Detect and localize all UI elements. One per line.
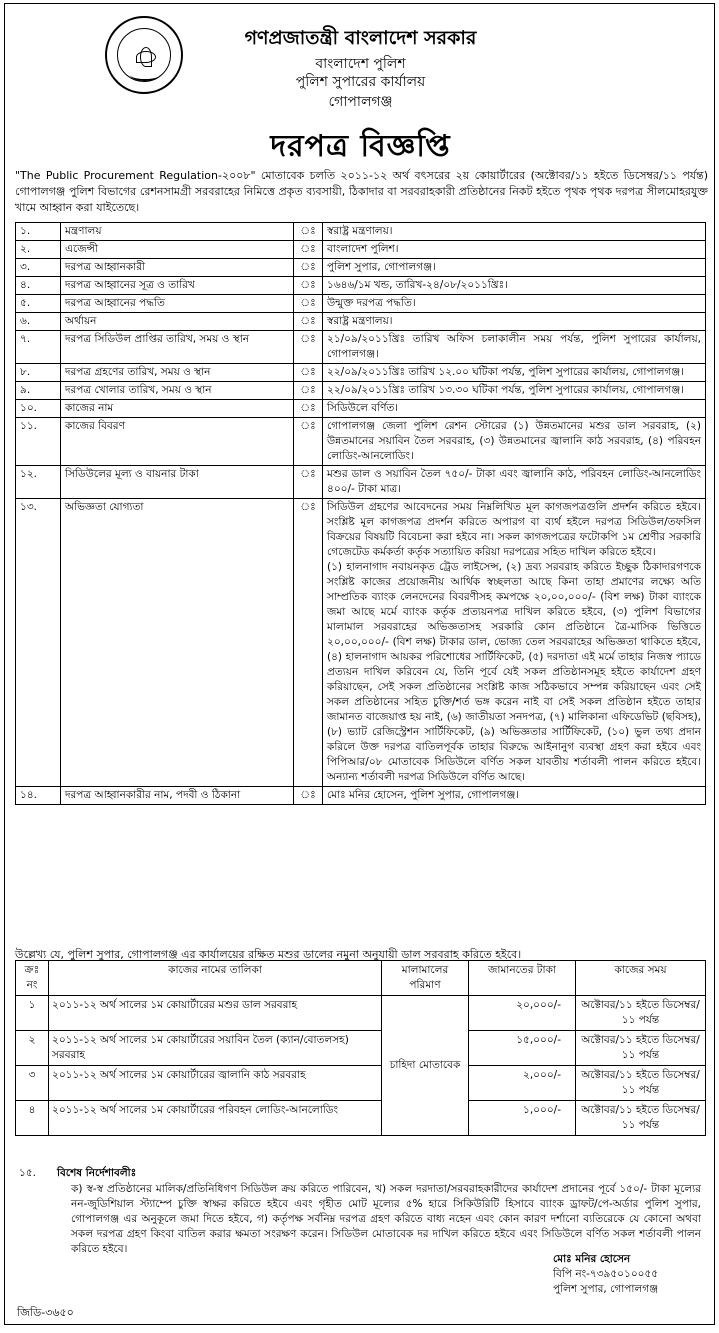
detail-no: ৪. — [16, 277, 61, 295]
detail-value-text: বাংলাদেশ পুলিশ। — [327, 243, 399, 255]
works-deposit: ২,০০০/- — [469, 1066, 576, 1101]
works-deposit: ১,০০০/- — [469, 1101, 576, 1136]
signatory-bp: বিপি নং-৭৩৯৫০১০০৫৫ — [553, 1268, 659, 1280]
works-row — [16, 996, 706, 1031]
detail-row — [16, 241, 706, 259]
detail-no: ৮. — [16, 364, 61, 382]
works-period: অক্টোবর/১১ হইতে ডিসেম্বর/১১ পর্যন্ত — [576, 1031, 706, 1066]
detail-value-text: স্বরাষ্ট্র মন্ত্রণালয়। — [327, 225, 393, 237]
col-work-name: কাজের নামের তালিকা — [49, 961, 382, 996]
detail-no: ১. — [16, 223, 61, 241]
signatory-name: মোঃ মনির হোসেন — [553, 1253, 631, 1265]
detail-row — [16, 400, 706, 418]
detail-separator: ঃ — [294, 382, 323, 400]
detail-value-text: ১৬৪৬/১ম খন্ড, তারিখ-২৪/০৮/২০১১খ্রিঃ। — [327, 279, 508, 291]
gd-code: জিডি-৩৬৫০ — [17, 1306, 74, 1319]
detail-value-text: গোপালগঞ্জ জেলা পুলিশ রেশন স্টোরের (১) উন্নতমানের মশুর ডাল সরবরাহ, (২) উন্নতমানের সয়াবিন তৈল সরবরাহ, (৩) উন্নতমানের জ্বালানি কাঠ সরবরাহ, (৪) পরিবহন লোডিং-আনলোডিং। — [327, 420, 701, 462]
detail-value — [323, 313, 706, 331]
detail-no: ২. — [16, 241, 61, 259]
detail-no: ১৩. — [16, 499, 61, 787]
detail-value — [323, 295, 706, 313]
col-period: কাজের সময় — [576, 961, 706, 996]
detail-row — [16, 277, 706, 295]
works-name: ২০১১-১২ অর্থ সালের ১ম কোয়ার্টারের জ্বালানি কাঠ সরবরাহ — [49, 1066, 382, 1101]
detail-separator: ঃ — [294, 313, 323, 331]
detail-value-text: ২২/০৯/২০১১খ্রিঃ তারিখ ১৩.৩০ ঘটিকা পর্যন্ত, পুলিশ সুপারের কার্যালয়, গোপালগঞ্জ। — [327, 384, 685, 396]
special-heading: বিশেষ নির্দেশাবলীঃ — [57, 1167, 137, 1179]
detail-row — [16, 295, 706, 313]
tender-details-table — [15, 222, 706, 805]
detail-separator: ঃ — [294, 418, 323, 466]
dept-name: বাংলাদেশ পুলিশ — [315, 56, 406, 72]
office-location: গোপালগঞ্জ — [328, 94, 393, 110]
detail-row — [16, 364, 706, 382]
signature-block — [553, 1252, 658, 1297]
works-deposit: ২০,০০০/- — [469, 996, 576, 1031]
detail-row — [16, 223, 706, 241]
detail-no: ৬. — [16, 313, 61, 331]
detail-row — [16, 499, 706, 787]
detail-value — [323, 418, 706, 466]
detail-value-text: মোঃ মনির হোসেন, পুলিশ সুপার, গোপালগঞ্জ। — [327, 789, 520, 801]
detail-row — [16, 331, 706, 364]
detail-value-text: উন্মুক্ত দরপত্র পদ্ধতি। — [327, 297, 416, 309]
detail-no: ৩. — [16, 259, 61, 277]
works-serial: ২ — [16, 1031, 49, 1066]
signatory-designation: পুলিশ সুপার, গোপালগঞ্জ — [553, 1283, 659, 1295]
detail-value-text: সিডিউলে বর্ণিত। — [327, 402, 399, 414]
detail-label: অভিজ্ঞতা যোগ্যতা — [61, 499, 294, 787]
detail-value-text: ২২/০৯/২০১১খ্রিঃ তারিখ ১২.০০ ঘটিকা পর্যন্ত, পুলিশ সুপারের কার্যালয়, গোপালগঞ্জ। — [327, 366, 685, 378]
detail-label: সিডিউলের মূল্য ও বায়নার টাকা — [61, 466, 294, 499]
detail-value-text: পুলিশ সুপার, গোপালগঞ্জ। — [327, 261, 436, 273]
detail-no: ১২. — [16, 466, 61, 499]
detail-separator: ঃ — [294, 466, 323, 499]
detail-label: এজেন্সী — [61, 241, 294, 259]
detail-value-text: স্বরাষ্ট্র মন্ত্রণালয়। — [327, 315, 393, 327]
detail-separator: ঃ — [294, 331, 323, 364]
detail-value-text: মশুর ডাল ও সয়াবিন তৈল ৭৫০/- টাকা এবং জ্বালানি কাঠ, পরিবহন লোডিং-আনলোডিং ৪০০/- টাকা মাত্র। — [327, 468, 701, 495]
works-row — [16, 1101, 706, 1136]
works-serial: ৩ — [16, 1066, 49, 1101]
detail-label: দরপত্র আহ্বানকারীর নাম, পদবী ও ঠিকানা — [61, 787, 294, 805]
detail-label: দরপত্র খোলার তারিখ, সময় ও স্থান — [61, 382, 294, 400]
notice-title: দরপত্র বিজ্ঞপ্তি — [270, 129, 451, 164]
works-period: অক্টোবর/১১ হইতে ডিসেম্বর/১১ পর্যন্ত — [576, 996, 706, 1031]
col-quantity: মালামালের পরিমাণ — [382, 961, 469, 996]
detail-value — [323, 400, 706, 418]
detail-separator: ঃ — [294, 241, 323, 259]
detail-label: কাজের বিবরণ — [61, 418, 294, 466]
detail-label: কাজের নাম — [61, 400, 294, 418]
detail-label: মন্ত্রণালয় — [61, 223, 294, 241]
detail-no: ৯. — [16, 382, 61, 400]
detail-value-text: ২১/০৯/২০১১খ্রিঃ তারিখ অফিস চলাকালীন সময় পর্যন্ত, পুলিশ সুপারের কার্যালয়, গোপালগঞ্জ। — [327, 333, 701, 360]
detail-value — [323, 259, 706, 277]
detail-value — [323, 787, 706, 805]
works-name: ২০১১-১২ অর্থ সালের ১ম কোয়ার্টারের পরিবহন লোডিং-আনলোডিং — [49, 1101, 382, 1136]
works-name: ২০১১-১২ অর্থ সালের ১ম কোয়ার্টারের মশুর ডাল সরবরাহ — [49, 996, 382, 1031]
detail-value — [323, 466, 706, 499]
detail-label: দরপত্র আহ্বানের পদ্ধতি — [61, 295, 294, 313]
detail-label: দরপত্র গ্রহণের তারিখ, সময় ও স্থান — [61, 364, 294, 382]
detail-value — [323, 223, 706, 241]
col-serial: ক্রঃ নং — [16, 961, 49, 996]
detail-no: ১৪. — [16, 787, 61, 805]
detail-separator: ঃ — [294, 787, 323, 805]
detail-row — [16, 382, 706, 400]
works-serial: ১ — [16, 996, 49, 1031]
detail-label: অর্থায়ন — [61, 313, 294, 331]
detail-value-text-2: (১) হালনাগাদ নবায়নকৃত ট্রেড লাইসেন্স, (২) দ্রব্য সরবরাহ করিতে ইচ্ছুক ঠিকাদারগণকে সংশ্লিষ্ট কাজের প্রয়োজনীয় আর্থিক স্বচ্ছলতা আছে কিনা তাহা প্রমাণের লক্ষ্যে অতি সাম্প্রতিক ব্যাংক লেনদেনের বিবরণীসহ কমপক্ষে ২০,০০,০০০/- (বিশ লক্ষ) টাকা ব্যাংকে জমা আছে মর্মে ব্যাংক কর্তৃক প্রত্যয়নপত্র দাখিল করিতে হইবে, (৩) পুলিশ বিভাগের মালামাল সরবরাহের অভিজ্ঞতাসহ সরকারি কোন প্রতিষ্ঠানে ত্রৈ-মাসিক ভিত্তিতে ২০,০০,০০০/- (বিশ লক্ষ) টাকার ডাল, ভোজ্য তেল সরবরাহের অভিজ্ঞতা থাকিতে হইবে, (৪) হালনাগাদ আয়কর পরিশোধের সার্টিফিকেট, (৫) দরদাতা এই মর্মে তাহার নিজস্ব প্যাডে প্রত্যয়ন দাখিল করিবেন যে, তিনি পূর্বে যেই সকল প্রতিষ্ঠানসমূহ হইতে কার্যাদেশ গ্রহণ করিয়াছেন, সেই সকল প্রতিষ্ঠানের সংশ্লিষ্ট কাজ সঠিকভাবে সম্পন্ন করিয়াছেন এবং সেই সকল প্রতিষ্ঠানের সহিত চুক্তি/শর্ত ভঙ্গ করেন নাই বা সেই সকল প্রতিষ্ঠান হইতে তাহার জামানত বাজেয়াপ্ত হয় নাই, (৬) জাতীয়তা সনদপত্র, (৭) মালিকানা এফিডেভিট (ছবিসহ), (৮) ভ্যাট রেজিস্ট্রেশন সার্টিফিকেট, (৯) অভিজ্ঞতার সার্টিফিকেট, (১০) ভুল তথ্য প্রদান করিলে উক্ত দরপত্র বাতিলপূর্বক তাহার বিরুদ্ধে আইনানুগ ব্যবস্থা গ্রহণ করা হইবে এবং পিপিআর/০৮ মোতাবেক সিডিউলে বর্ণিত সকল যাবতীয় শর্তাবলী পালন করিতে হইবে। অন্যান্য শর্তাবলী দরপত্র সিডিউলে বর্ণিত আছে। — [327, 561, 701, 783]
detail-value — [323, 277, 706, 295]
detail-row — [16, 313, 706, 331]
intro-paragraph: "The Public Procurement Regulation-২০০৮" মোতাবেক চলতি ২০১১-১২ অর্থ বৎসরের ২য় কোয়ার্টারের (অক্টোবর/১১ হইতে ডিসেম্বর/১১ পর্যন্ত) গোপালগঞ্জ পুলিশ বিভাগের রেশনসামগ্রী সরবরাহের নিমিত্তে প্রকৃত ব্যবসায়ী, ঠিকাদার বা সরবরাহকারী প্রতিষ্ঠানের নিকট হইতে পৃথক পৃথক দরপত্র সীলমোহরযুক্ত খামে আহ্বান করা যাইতেছে। — [15, 169, 708, 214]
detail-separator: ঃ — [294, 499, 323, 787]
detail-no: ১০. — [16, 400, 61, 418]
detail-separator: ঃ — [294, 277, 323, 295]
detail-value — [323, 364, 706, 382]
detail-row — [16, 259, 706, 277]
detail-row — [16, 466, 706, 499]
office-name: পুলিশ সুপারের কার্যালয় — [295, 74, 426, 90]
detail-no: ৭. — [16, 331, 61, 364]
works-name: ২০১১-১২ অর্থ সালের ১ম কোয়ার্টারের সয়াবিন তৈল (ক্যান/বোতলসহ) সরবরাহ — [49, 1031, 382, 1066]
works-serial: ৪ — [16, 1101, 49, 1136]
detail-value — [323, 241, 706, 259]
detail-row — [16, 418, 706, 466]
detail-separator: ঃ — [294, 364, 323, 382]
detail-separator: ঃ — [294, 295, 323, 313]
detail-separator: ঃ — [294, 259, 323, 277]
detail-no: ১১. — [16, 418, 61, 466]
detail-value — [323, 499, 706, 787]
detail-separator: ঃ — [294, 400, 323, 418]
works-quantity: চাহিদা মোতাবেক — [382, 996, 469, 1136]
detail-label: দরপত্র আহ্বানের সূত্র ও তারিখ — [61, 277, 294, 295]
special-body: ক) স্ব-স্ব প্রতিষ্ঠানের মালিক/প্রতিনিধিগণ সিডিউল ক্রয় করিতে পারিবেন, খ) সকল দরদাতা/সরবরাহকারীদের কার্যাদেশ প্রদানের পূর্বে ১৫০/- টাকা মূল্যের নন-জুডিশিয়াল স্ট্যাম্পে চুক্তি স্বাক্ষর করিতে হইবে এবং গৃহীত মোট মূল্যের ৫% হারে সিকিউরিটি হিসাবে ব্যাংক ড্রাফট/পে-অর্ডার পুলিশ সুপার, গোপালগঞ্জ এর অনুকূলে জমা দিতে হইবে, গ) কর্তৃপক্ষ সর্বনিম্ন দরপত্র গ্রহণ করিতে বাধ্য নহেন এবং কোন কারণ দর্শানো ব্যতিরেকে যে কোনো অথবা সকল দরপত্র গ্রহণ কিংবা বাতিল করার ক্ষমতা সংরক্ষণ করেন। সিডিউল মোতাবেক দর দাখিল করিতে হইবে এবং সিডিউলে বর্ণিত সকল শর্তাবলী পালন করিতে হইবে। — [71, 1183, 701, 1255]
works-table — [15, 960, 706, 1136]
detail-label: দরপত্র সিডিউল প্রাপ্তির তারিখ, সময় ও স্থান — [61, 331, 294, 364]
govt-title: গণপ্রজাতন্ত্রী বাংলাদেশ সরকার — [244, 27, 477, 49]
special-no: ১৫. — [19, 1167, 36, 1179]
sample-note: উল্লেখ্য যে, পুলিশ সুপার, গোপালগঞ্জ এর কার্যালয়ের রক্ষিত মশুর ডালের নমুনা অনুযায়ী ডাল সরবরাহ করিতে হইবে। — [15, 948, 522, 961]
works-period: অক্টোবর/১১ হইতে ডিসেম্বর/১১ পর্যন্ত — [576, 1066, 706, 1101]
detail-value — [323, 382, 706, 400]
works-deposit: ১৫,০০০/- — [469, 1031, 576, 1066]
detail-value-text: সিডিউল গ্রহণের আবেদনের সময় নিম্নলিখিত মূল কাগজপত্রগুলি প্রদর্শন করিতে হইবে। সংশ্লিষ্ট মূল কাগজপত্র প্রদর্শন করিতে অপারগ বা ব্যর্থ হইলে দরপত্র সিডিউল/তফসিল বিক্রয়ের বিষয়টি বিবেচনা করা হইবে না। সকল কাগজপত্রের ফটোকপি ১ম শ্রেণীর সরকারি গেজেটেড কর্মকর্তা কর্তৃক সত্যায়িত করিয়া দরপত্রের সহিত দাখিল করিতে হইবে। — [327, 501, 701, 558]
detail-no: ৫. — [16, 295, 61, 313]
works-row — [16, 1066, 706, 1101]
detail-row — [16, 787, 706, 805]
tender-notice — [4, 3, 715, 1325]
works-row — [16, 1031, 706, 1066]
works-period: অক্টোবর/১১ হইতে ডিসেম্বর/১১ পর্যন্ত — [576, 1101, 706, 1136]
detail-value — [323, 331, 706, 364]
detail-label: দরপত্র আহ্বানকারী — [61, 259, 294, 277]
detail-separator: ঃ — [294, 223, 323, 241]
col-deposit: জামানতের টাকা — [469, 961, 576, 996]
